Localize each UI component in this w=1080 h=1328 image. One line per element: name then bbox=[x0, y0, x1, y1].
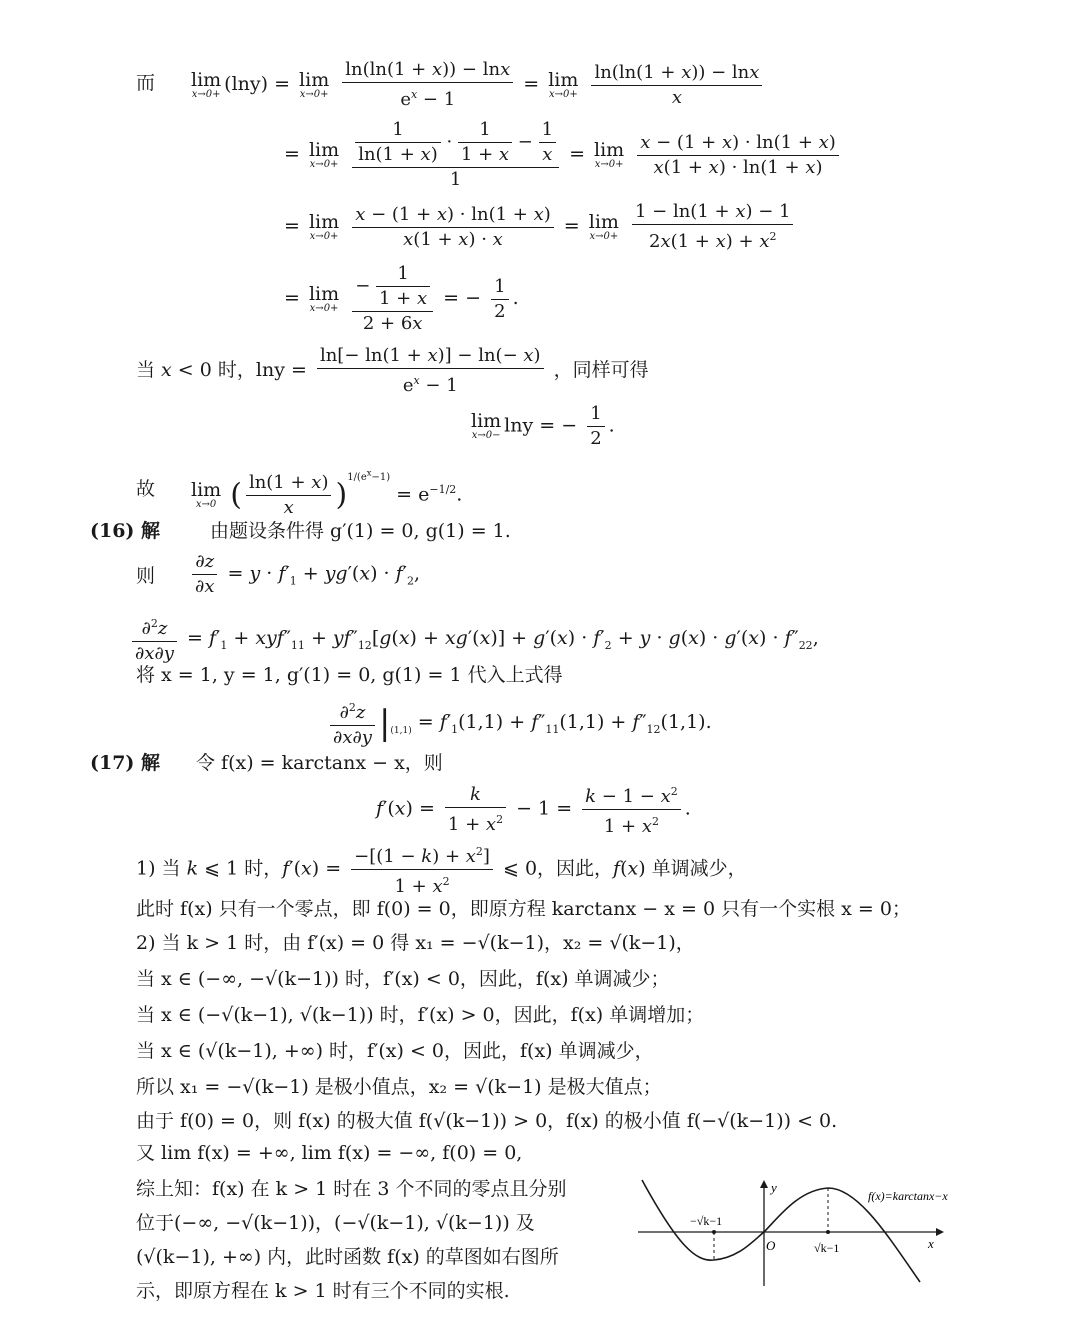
interval-decrease-left: 当 x ∈ (−∞, −√(k−1)) 时，f′(x) < 0，因此，f(x) 单调减少； bbox=[136, 968, 670, 990]
line-prefix-gu: 故 bbox=[136, 478, 156, 500]
curve-label: f(x)=karctanx−x bbox=[868, 1189, 948, 1203]
interval-decrease-right: 当 x ∈ (√(k−1), +∞) 时，f′(x) < 0，因此，f(x) 单调减少， bbox=[136, 1040, 654, 1062]
min-point-mark bbox=[712, 1230, 716, 1234]
problem-17-text: 令 f(x) = karctanx − x，则 bbox=[196, 752, 443, 774]
pos-root-label: √k−1 bbox=[814, 1241, 840, 1255]
limit-equation-2: = lim x→0+ $\frac{1}{\ln(1 + x)}$ · $\frac{1}{1 + x}$ − $\frac{1}{x}$ 1 = lim x→0+ $\frac{x - (1 + x) \cdot \ln(1 + x)}{x(1 + x) \cdot \ln(1 + x)}$ bbox=[284, 118, 843, 192]
case-k-le-1: 1) 当 k ⩽ 1 时，f′(x) = $\frac{-[(1 - k) + x^2]}{1 + x^2}$ ⩽ 0，因此，f(x) 单调减少， bbox=[136, 840, 747, 899]
conclusion-1: 综上知：f(x) 在 k > 1 时在 3 个不同的零点且分别 bbox=[136, 1178, 567, 1200]
derivative-f: f′(x) = $\frac{k}{1 + x^2}$ − 1 = $\frac{k - 1 - x^2}{1 + x^2}$ . bbox=[376, 780, 691, 839]
partial-z-xy: $\frac{\partial^2z}{\partial x\partial y}$ = $f'_1 + xyf''_{11} + yf''_{12}[g(x) + xg'(x)] + g'(x) \cdot f'_2 + y \cdot g(x) \cdot g'(x) \cdot f''_{22}$, bbox=[132, 612, 819, 666]
partial-z-xy-at-point: $\frac{\partial^2z}{\partial x\partial y}$ $|_{(1,1)} = f'_1(1,1) + f''_{11}(1,1) + f''_{12}(1,1)$. bbox=[326, 696, 712, 750]
origin-label: O bbox=[766, 1238, 776, 1253]
function-sketch bbox=[638, 1176, 998, 1288]
problem-16-text: 由题设条件得 g′(1) = 0, g(1) = 1. bbox=[210, 520, 511, 542]
limit-equation-left: lim x→0− lny = − $\frac{1}{2}$ . bbox=[471, 403, 615, 449]
conclusion-3: (√(k−1), +∞) 内，此时函数 f(x) 的草图如右图所 bbox=[136, 1246, 559, 1268]
x-axis-arrow bbox=[936, 1228, 944, 1236]
x-axis-label: x bbox=[928, 1236, 934, 1251]
case-x-negative: 当 x < 0 时，lny = $\frac{\ln[- \ln(1 + x)] - \ln(- x)}{e^x - 1}$ ，同样可得 bbox=[136, 345, 649, 396]
problem-17-label: (17) 解 bbox=[90, 752, 161, 774]
problem-16-substitute: 将 x = 1, y = 1, g′(1) = 0, g(1) = 1 代入上式得 bbox=[136, 664, 563, 686]
conclusion-4: 示，即原方程在 k > 1 时有三个不同的实根. bbox=[136, 1280, 510, 1302]
limit-equation-4: = lim x→0+ − $\frac{1}{1 + x}$ 2 + 6x = − $\frac{1}{2}$ . bbox=[284, 263, 519, 334]
case-k-gt-1: 2) 当 k > 1 时，由 f′(x) = 0 得 x₁ = −√(k−1)，x₂ = √(k−1)， bbox=[136, 932, 695, 954]
problem-16-then: 则 bbox=[136, 565, 156, 587]
limit-conclusion: lim x→0 ( $\frac{\ln(1 + x)}{x}$ )$^{1/(e^x-1)} = e^{-1/2}$. bbox=[191, 468, 463, 518]
limit-equation-3: = lim x→0+ $\frac{x - (1 + x) \cdot \ln(1 + x)}{x(1 + x) \cdot x}$ = lim x→0+ $\frac{1 - \ln(1 + x) - 1}{2x(1 + x) + x^2}$ bbox=[284, 200, 797, 254]
case-k-le-1-conclusion: 此时 f(x) 只有一个零点，即 f(0) = 0，即原方程 karctanx − x = 0 只有一个实根 x = 0； bbox=[136, 898, 911, 920]
conclusion-2: 位于(−∞, −√(k−1))，(−√(k−1), √(k−1)) 及 bbox=[136, 1212, 535, 1234]
max-point-mark bbox=[826, 1230, 830, 1234]
y-axis-label: y bbox=[771, 1180, 777, 1195]
limits-at-infinity: 又 lim f(x) = +∞, lim f(x) = −∞, f(0) = 0, bbox=[136, 1142, 523, 1164]
line-prefix-er: 而 bbox=[136, 72, 156, 94]
limit-equation-1: lim x→0+ (lny) = lim x→0+ $\frac{\ln(\ln(1 + x)) - \ln x}{e^x - 1}$ = lim x→0+ $\frac{\ln(\ln(1 + x)) - \ln x}{x}$ bbox=[188, 58, 766, 112]
problem-16-label: (16) 解 bbox=[90, 520, 161, 542]
extrema-points: 所以 x₁ = −√(k−1) 是极小值点，x₂ = √(k−1) 是极大值点； bbox=[136, 1076, 662, 1098]
partial-z-x: $\frac{\partial z}{\partial x}$ = $y \cdot f'_1 + yg'(x) \cdot f'_2$, bbox=[188, 550, 420, 599]
neg-root-label: −√k−1 bbox=[690, 1214, 723, 1228]
extrema-values: 由于 f(0) = 0，则 f(x) 的极大值 f(√(k−1)) > 0，f(x) 的极小值 f(−√(k−1)) < 0. bbox=[136, 1110, 838, 1132]
interval-increase: 当 x ∈ (−√(k−1), √(k−1)) 时，f′(x) > 0，因此，f(x) 单调增加； bbox=[136, 1004, 705, 1026]
y-axis-arrow bbox=[760, 1180, 768, 1188]
